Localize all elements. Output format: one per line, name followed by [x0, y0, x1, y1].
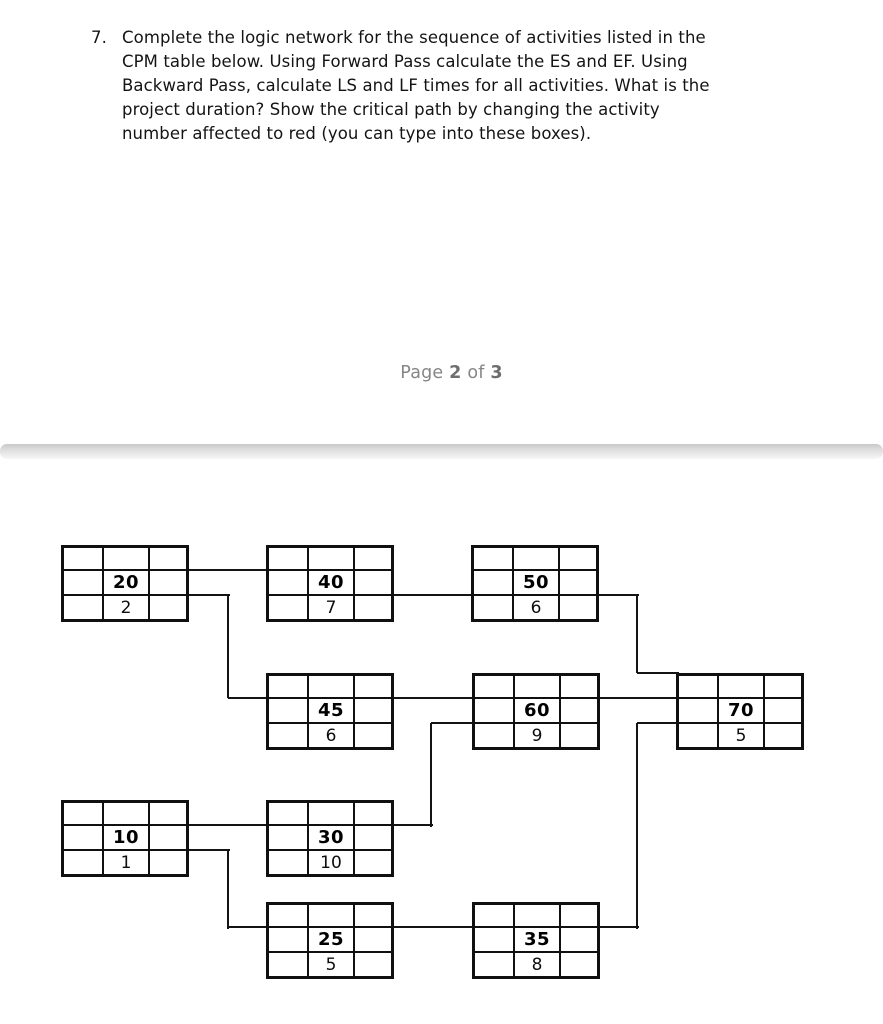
- activity-number-cell[interactable]: 25: [309, 928, 355, 953]
- middle-left-cell[interactable]: [269, 928, 309, 953]
- top-middle-cell[interactable]: [515, 905, 561, 928]
- ls-cell[interactable]: [269, 851, 309, 874]
- activity-number-cell[interactable]: 50: [514, 571, 560, 596]
- ef-cell[interactable]: [355, 803, 391, 826]
- duration-cell[interactable]: 6: [514, 596, 560, 619]
- es-cell[interactable]: [475, 676, 515, 699]
- connector-20-40: [189, 569, 266, 571]
- ef-cell[interactable]: [561, 676, 597, 699]
- of-label: of: [467, 363, 485, 383]
- connector-35-70: [637, 722, 678, 724]
- lf-cell[interactable]: [150, 851, 186, 874]
- activity-node-60: [472, 673, 600, 750]
- lf-cell[interactable]: [561, 724, 597, 747]
- ls-cell[interactable]: [269, 596, 309, 619]
- activity-node-30: [266, 800, 394, 877]
- duration-cell[interactable]: 1: [104, 851, 150, 874]
- middle-left-cell[interactable]: [64, 571, 104, 596]
- es-cell[interactable]: [269, 676, 309, 699]
- activity-number-cell[interactable]: 30: [309, 826, 355, 851]
- top-middle-cell[interactable]: [309, 548, 355, 571]
- lf-cell[interactable]: [560, 596, 596, 619]
- activity-number-cell[interactable]: 45: [309, 699, 355, 724]
- activity-number-cell[interactable]: 60: [515, 699, 561, 724]
- connector-25-35: [394, 926, 472, 928]
- ls-cell[interactable]: [269, 724, 309, 747]
- connector-45-60: [394, 697, 472, 699]
- connector-10-25: [227, 850, 229, 929]
- middle-left-cell[interactable]: [679, 699, 719, 724]
- activity-node-70: [676, 673, 804, 750]
- duration-cell[interactable]: 10: [309, 851, 355, 874]
- middle-left-cell[interactable]: [475, 699, 515, 724]
- lf-cell[interactable]: [150, 596, 186, 619]
- activity-node-35: [472, 902, 600, 979]
- es-cell[interactable]: [64, 548, 104, 571]
- lf-cell[interactable]: [561, 953, 597, 976]
- question-line: Backward Pass, calculate LS and LF times for all activities. What is the: [122, 76, 710, 95]
- duration-cell[interactable]: 6: [309, 724, 355, 747]
- ls-cell[interactable]: [64, 596, 104, 619]
- connector-50-70: [637, 672, 679, 674]
- ef-cell[interactable]: [150, 548, 186, 571]
- es-cell[interactable]: [474, 548, 514, 571]
- ef-cell[interactable]: [355, 905, 391, 928]
- connector-35-70: [600, 926, 639, 928]
- middle-right-cell[interactable]: [355, 571, 391, 596]
- top-middle-cell[interactable]: [104, 803, 150, 826]
- activity-number-cell[interactable]: 35: [515, 928, 561, 953]
- middle-right-cell[interactable]: [355, 928, 391, 953]
- top-middle-cell[interactable]: [309, 676, 355, 699]
- connector-20-45: [228, 697, 266, 699]
- activity-node-25: [266, 902, 394, 979]
- question-line: CPM table below. Using Forward Pass calculate the ES and EF. Using: [122, 52, 688, 71]
- activity-number-cell[interactable]: 10: [104, 826, 150, 851]
- duration-cell[interactable]: 2: [104, 596, 150, 619]
- top-middle-cell[interactable]: [514, 548, 560, 571]
- ef-cell[interactable]: [355, 676, 391, 699]
- middle-right-cell[interactable]: [560, 571, 596, 596]
- ls-cell[interactable]: [64, 851, 104, 874]
- connector-10-25: [228, 926, 266, 928]
- total-page-number: 3: [490, 363, 503, 383]
- ls-cell[interactable]: [269, 953, 309, 976]
- top-middle-cell[interactable]: [104, 548, 150, 571]
- current-page-number: 2: [449, 363, 462, 383]
- es-cell[interactable]: [269, 803, 309, 826]
- middle-left-cell[interactable]: [269, 571, 309, 596]
- es-cell[interactable]: [679, 676, 719, 699]
- connector-20-45: [189, 594, 230, 596]
- connector-20-45: [227, 595, 229, 698]
- middle-right-cell[interactable]: [150, 571, 186, 596]
- duration-cell[interactable]: 7: [309, 596, 355, 619]
- question-line: Complete the logic network for the sequence of activities listed in the: [122, 28, 706, 47]
- lf-cell[interactable]: [355, 596, 391, 619]
- middle-left-cell[interactable]: [269, 826, 309, 851]
- top-middle-cell[interactable]: [309, 905, 355, 928]
- es-cell[interactable]: [475, 905, 515, 928]
- ef-cell[interactable]: [561, 905, 597, 928]
- connector-30-60: [430, 723, 432, 827]
- question-number: 7.: [91, 28, 107, 47]
- ls-cell[interactable]: [475, 953, 515, 976]
- connector-40-50: [394, 594, 471, 596]
- middle-left-cell[interactable]: [475, 928, 515, 953]
- top-middle-cell[interactable]: [309, 803, 355, 826]
- lf-cell[interactable]: [355, 724, 391, 747]
- activity-node-10: [61, 800, 189, 877]
- connector-50-70: [599, 594, 639, 596]
- lf-cell[interactable]: [355, 851, 391, 874]
- duration-cell[interactable]: 5: [719, 724, 765, 747]
- es-cell[interactable]: [269, 548, 309, 571]
- ls-cell[interactable]: [679, 724, 719, 747]
- question-line: number affected to red (you can type into these boxes).: [122, 124, 592, 143]
- activity-node-50: [471, 545, 599, 622]
- lf-cell[interactable]: [355, 953, 391, 976]
- ef-cell[interactable]: [560, 548, 596, 571]
- connector-10-30: [189, 824, 266, 826]
- connector-10-25: [189, 849, 230, 851]
- activity-number-cell[interactable]: 70: [719, 699, 765, 724]
- middle-right-cell[interactable]: [561, 699, 597, 724]
- activity-number-cell[interactable]: 20: [104, 571, 150, 596]
- ef-cell[interactable]: [355, 548, 391, 571]
- middle-right-cell[interactable]: [150, 826, 186, 851]
- middle-right-cell[interactable]: [355, 826, 391, 851]
- activity-node-40: [266, 545, 394, 622]
- es-cell[interactable]: [269, 905, 309, 928]
- ls-cell[interactable]: [475, 724, 515, 747]
- connector-50-70: [636, 595, 638, 673]
- activity-node-20: [61, 545, 189, 622]
- ef-cell[interactable]: [150, 803, 186, 826]
- middle-right-cell[interactable]: [765, 699, 801, 724]
- top-middle-cell[interactable]: [719, 676, 765, 699]
- question-line: project duration? Show the critical path by changing the activity: [122, 100, 660, 119]
- duration-cell[interactable]: 5: [309, 953, 355, 976]
- duration-cell[interactable]: 9: [515, 724, 561, 747]
- middle-right-cell[interactable]: [561, 928, 597, 953]
- middle-right-cell[interactable]: [355, 699, 391, 724]
- middle-left-cell[interactable]: [269, 699, 309, 724]
- lf-cell[interactable]: [765, 724, 801, 747]
- middle-left-cell[interactable]: [474, 571, 514, 596]
- ef-cell[interactable]: [765, 676, 801, 699]
- duration-cell[interactable]: 8: [515, 953, 561, 976]
- ls-cell[interactable]: [474, 596, 514, 619]
- es-cell[interactable]: [64, 803, 104, 826]
- connector-30-60: [394, 824, 433, 826]
- connector-60-70: [600, 697, 679, 699]
- connector-35-70: [636, 723, 638, 929]
- connector-30-60: [431, 722, 472, 724]
- top-middle-cell[interactable]: [515, 676, 561, 699]
- page-label: Page: [400, 363, 444, 383]
- middle-left-cell[interactable]: [64, 826, 104, 851]
- activity-number-cell[interactable]: 40: [309, 571, 355, 596]
- activity-node-45: [266, 673, 394, 750]
